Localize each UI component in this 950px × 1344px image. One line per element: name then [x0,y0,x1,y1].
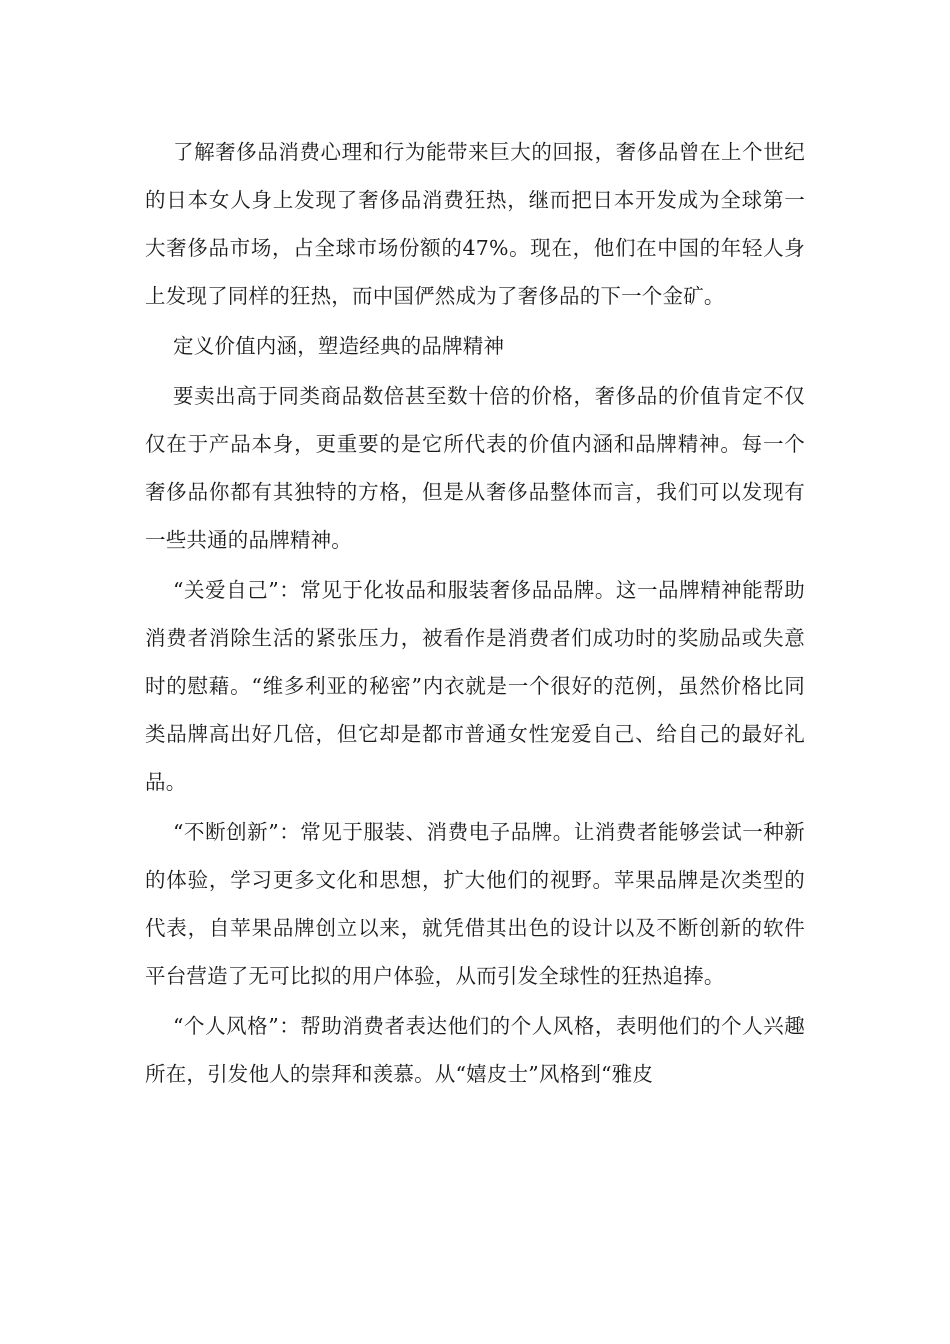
section-heading: 定义价值内涵，塑造经典的品牌精神 [173,334,505,358]
paragraph-personal-style: “个人风格”：帮助消费者表达他们的个人风格，表明他们的个人兴趣所在，引发他人的崇拜和羡慕。从“嬉皮士”风格到“雅皮 [145,1014,805,1086]
paragraph-intro: 了解奢侈品消费心理和行为能带来巨大的回报，奢侈品曾在上个世纪的日本女人身上发现了奢侈品消费狂热，继而把日本开发成为全球第一大奢侈品市场，占全球市场份额的47%。现在，他们在中国的年轻人身上发现了同样的狂热，而中国俨然成为了奢侈品的下一个金矿。 [145,140,805,308]
paragraph-self-care: “关爱自己”：常见于化妆品和服装奢侈品品牌。这一品牌精神能帮助消费者消除生活的紧张压力，被看作是消费者们成功时的奖励品或失意时的慰藉。“维多利亚的秘密”内衣就是一个很好的范例，虽然价格比同类品牌高出好几倍，但它却是都市普通女性宠爱自己、给自己的最好礼品。 [145,578,805,794]
document-body [145,128,805,1100]
paragraph-value: 要卖出高于同类商品数倍甚至数十倍的价格，奢侈品的价值肯定不仅仅在于产品本身，更重要的是它所代表的价值内涵和品牌精神。每一个奢侈品你都有其独特的方格，但是从奢侈品整体而言，我们可以发现有一些共通的品牌精神。 [145,384,805,552]
paragraph-innovation: “不断创新”：常见于服装、消费电子品牌。让消费者能够尝试一种新的体验，学习更多文化和思想，扩大他们的视野。苹果品牌是次类型的代表，自苹果品牌创立以来，就凭借其出色的设计以及不断创新的软件平台营造了无可比拟的用户体验，从而引发全球性的狂热追捧。 [145,820,805,988]
